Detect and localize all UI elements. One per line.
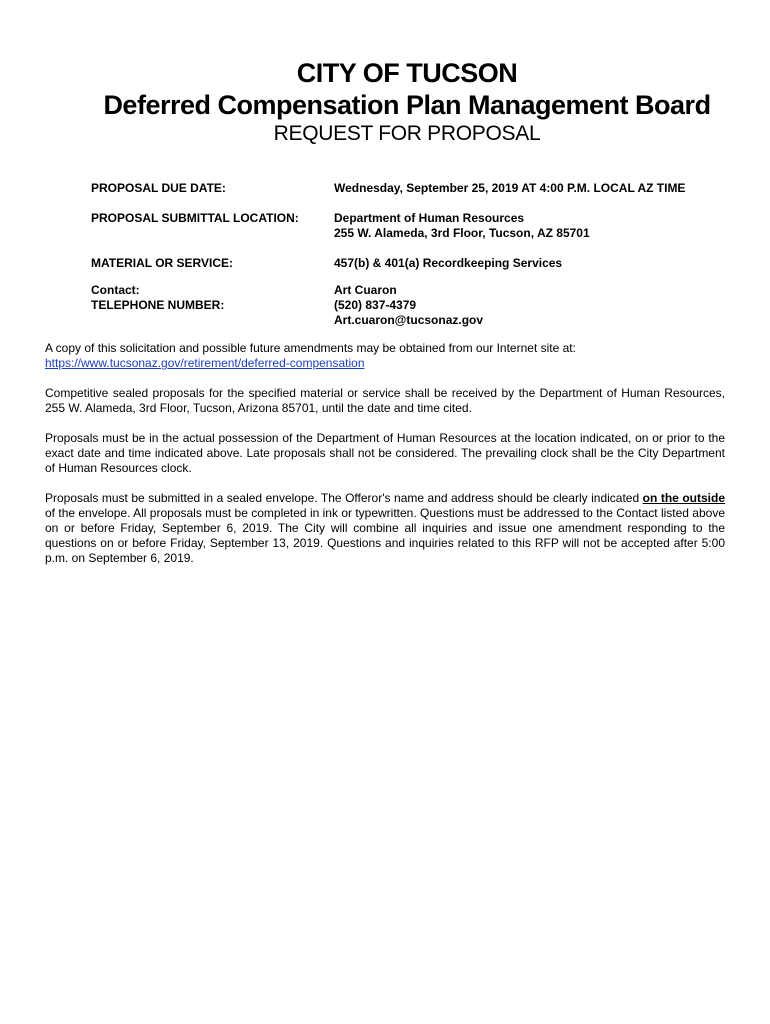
contact-row [91, 283, 685, 328]
material-row [91, 256, 685, 271]
paragraph-solicitation [45, 341, 725, 371]
body-text [45, 341, 725, 581]
envelope-text-start: Proposals must be submitted in a sealed envelope. The Offeror's name and address should be clearly indicated [45, 491, 643, 505]
document-type: REQUEST FOR PROPOSAL [273, 122, 541, 145]
location-row [91, 211, 685, 241]
location-value [334, 211, 590, 241]
envelope-emphasis: on the outside [642, 491, 725, 505]
due-date-label: PROPOSAL DUE DATE: [91, 181, 226, 195]
solicitation-text: A copy of this solicitation and possible future amendments may be obtained from our Internet site at: [45, 341, 576, 355]
location-label: PROPOSAL SUBMITTAL LOCATION: [91, 211, 299, 225]
telephone-label: TELEPHONE NUMBER: [91, 298, 225, 312]
contact-values [334, 283, 483, 328]
paragraph-envelope [45, 491, 725, 566]
paragraph-sealed-proposals: Competitive sealed proposals for the specified material or service shall be received by the Department of Human Resources, 255 W. Alameda, 3rd Floor, Tucson, Arizona 85701, until the date and time cited. [45, 386, 725, 415]
location-line1: Department of Human Resources [334, 211, 525, 225]
proposal-info [91, 181, 685, 328]
due-date-value: Wednesday, September 25, 2019 AT 4:00 P.M. LOCAL AZ TIME [334, 181, 686, 195]
board-name: Deferred Compensation Plan Management Board [103, 90, 711, 120]
contact-email: Art.cuaron@tucsonaz.gov [334, 313, 484, 327]
due-date-row [91, 181, 685, 196]
material-label: MATERIAL OR SERVICE: [91, 256, 234, 270]
telephone-value: (520) 837-4379 [334, 298, 417, 312]
contact-label: Contact: [91, 283, 140, 297]
material-value: 457(b) & 401(a) Recordkeeping Services [334, 256, 563, 270]
title-block [0, 58, 770, 147]
page-title: CITY OF TUCSON [296, 58, 518, 88]
website-link[interactable]: https://www.tucsonaz.gov/retirement/deferred-compensation [45, 356, 365, 370]
envelope-text-end: of the envelope. All proposals must be completed in ink or typewritten. Questions must be addressed to the Contact listed above on or before Friday, September 6, 2019. The City will combine all inquiries and issue one amendment responding to the questions on or before Friday, September 13, 2019. Questions and inquiries related to this RFP will not be accepted after 5:00 p.m. on September 6, 2019. [45, 506, 725, 565]
paragraph-possession: Proposals must be in the actual possession of the Department of Human Resources at the location indicated, on or prior to the exact date and time indicated above. Late proposals shall not be considered. The prevailing clock shall be the City Department of Human Resources clock. [45, 431, 725, 475]
contact-labels [91, 283, 334, 328]
location-line2: 255 W. Alameda, 3rd Floor, Tucson, AZ 85701 [334, 226, 590, 240]
contact-name: Art Cuaron [334, 283, 397, 297]
